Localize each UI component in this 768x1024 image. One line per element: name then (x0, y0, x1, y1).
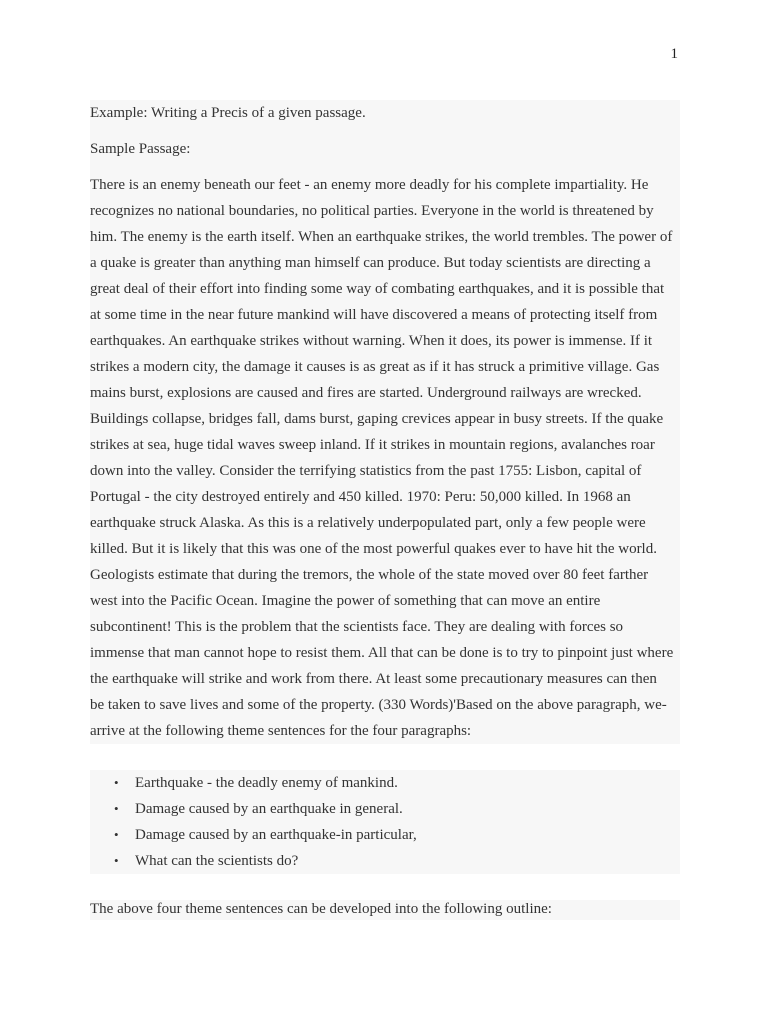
outline-intro: The above four theme sentences can be developed into the following outline: (90, 900, 680, 920)
theme-sentence-list (90, 770, 680, 874)
theme-sentence: Earthquake - the deadly enemy of mankind. (135, 775, 398, 791)
bullet-icon: • (114, 775, 119, 790)
sample-passage (90, 172, 680, 744)
passage-line: the earthquake will strike and work from there. At least some precautionary measures can then (90, 671, 657, 687)
document-body (90, 100, 680, 920)
passage-line: subcontinent! This is the problem that the scientists face. They are dealing with forces so (90, 619, 624, 635)
passage-line: strikes a modern city, the damage it causes is as great as if it has struck a primitive village. Gas (90, 359, 660, 375)
passage-line: be taken to save lives and some of the property. (330 Words)'Based on the above paragraph, we- (90, 697, 667, 713)
passage-line: a quake is greater than anything man himself can produce. But today scientists are directing a (90, 255, 651, 271)
theme-sentence: What can the scientists do? (135, 853, 299, 869)
passage-line: earthquake struck Alaska. As this is a relatively underpopulated part, only a few people were (90, 515, 646, 531)
passage-line: killed. But it is likely that this was one of the most powerful quakes ever to have hit the world. (90, 541, 657, 557)
passage-line: recognizes no national boundaries, no political parties. Everyone in the world is threatened by (90, 203, 654, 219)
passage-line: immense that man cannot hope to resist them. All that can be done is to try to pinpoint just where (90, 645, 674, 661)
passage-line: Geologists estimate that during the tremors, the whole of the state moved over 80 feet farther (90, 567, 649, 583)
passage-line: west into the Pacific Ocean. Imagine the power of something that can move an entire (90, 593, 601, 609)
bullet-icon: • (114, 853, 119, 868)
passage-line: strikes at sea, huge tidal waves sweep inland. If it strikes in mountain regions, avalanches roar (90, 437, 655, 453)
passage-line: earthquakes. An earthquake strikes without warning. When it does, its power is immense. If it (90, 333, 653, 349)
theme-sentence: Damage caused by an earthquake-in particular, (135, 827, 417, 843)
passage-line: Portugal - the city destroyed entirely and 450 killed. 1970: Peru: 50,000 killed. In 1968 an (90, 489, 631, 505)
spacer (90, 126, 680, 136)
bullet-icon: • (114, 801, 119, 816)
list-item (90, 770, 680, 796)
intro-block (90, 100, 680, 744)
passage-line: down into the valley. Consider the terrifying statistics from the past 1755: Lisbon, capital of (90, 463, 642, 479)
passage-line: arrive at the following theme sentences for the four paragraphs: (90, 723, 472, 739)
list-item (90, 822, 680, 848)
passage-line: mains burst, explosions are caused and fires are started. Underground railways are wrecked. (90, 385, 642, 401)
spacer (90, 162, 680, 172)
list-item (90, 796, 680, 822)
passage-line: him. The enemy is the earth itself. When an earthquake strikes, the world trembles. The power of (90, 229, 673, 245)
theme-sentence: Damage caused by an earthquake in general. (135, 801, 403, 817)
passage-line: There is an enemy beneath our feet - an enemy more deadly for his complete impartiality. He (90, 177, 649, 193)
bullet-icon: • (114, 827, 119, 842)
passage-line: Buildings collapse, bridges fall, dams burst, gaping crevices appear in busy streets. If the quake (90, 411, 664, 427)
page-number: 1 (670, 46, 678, 62)
sample-passage-label: Sample Passage: (90, 141, 191, 157)
example-title: Example: Writing a Precis of a given passage. (90, 105, 366, 121)
passage-line: great deal of their effort into finding some way of combating earthquakes, and it is possible that (90, 281, 665, 297)
passage-line: at some time in the near future mankind will have discovered a means of protecting itself from (90, 307, 658, 323)
list-item (90, 848, 680, 874)
